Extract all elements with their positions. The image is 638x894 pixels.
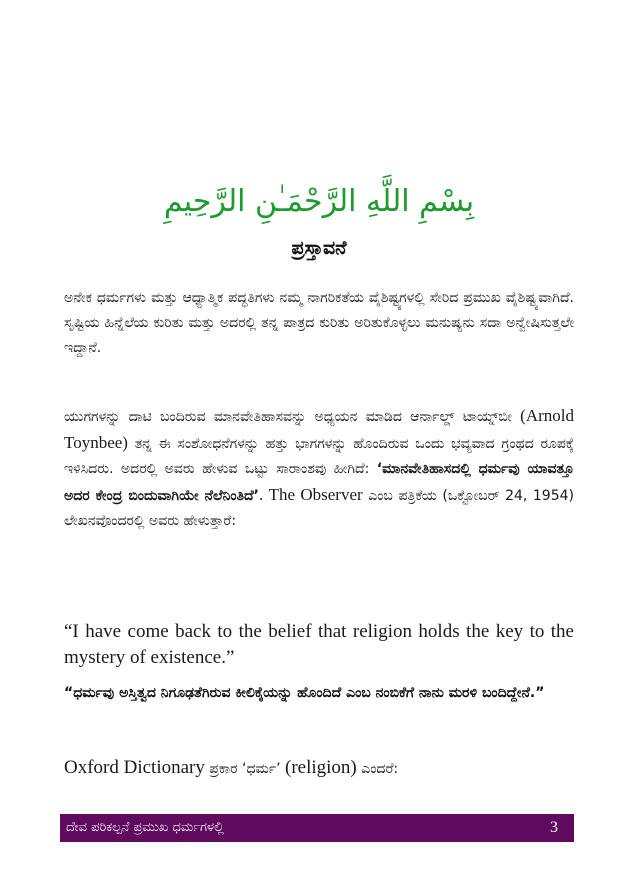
definition-source-english: Oxford Dictionary bbox=[64, 757, 205, 778]
observer-name-english: . The Observer bbox=[258, 485, 363, 504]
paragraph-intro: ಅನೇಕ ಧರ್ಮಗಳು ಮತ್ತು ಆಧ್ಯಾತ್ಮಿಕ ಪದ್ಧತಿಗಳು ನಮ್ಮ ನಾಗರಿಕತೆಯ ವೈಶಿಷ್ಟ್ಯಗಳಲ್ಲಿ ಸೇರಿದ ಪ್ರಮುಖ ವೈಶಿಷ್ಟ್ಯವಾಗಿದೆ. ಸೃಷ್ಟಿಯ ಹಿನ್ನೆಲೆಯ ಕುರಿತು ಮತ್ತು ಅದರಲ್ಲಿ ತನ್ನ ಪಾತ್ರದ ಕುರಿತು ಅರಿತುಕೊಳ್ಳಲು ಮನುಷ್ಯನು ಸದಾ ಅನ್ವೇಷಿಸುತ್ತಲೇ ಇದ್ದಾನೆ. bbox=[64, 290, 574, 356]
page-number: 3 bbox=[550, 819, 558, 836]
paragraph-toynbee bbox=[64, 403, 574, 534]
footer-title: ದೇವ ಪರಿಕಲ್ಪನೆ ಪ್ರಮುಖ ಧರ್ಮಗಳಲ್ಲಿ bbox=[66, 820, 224, 835]
toynbee-name-english: (Arnold Toynbee) bbox=[64, 406, 574, 452]
definition-term-english: (religion) bbox=[285, 757, 357, 778]
quote-english: “I have come back to the belief that religion holds the key to the mystery of existence.” bbox=[64, 621, 574, 668]
page-footer bbox=[60, 814, 574, 842]
definition-line bbox=[64, 754, 574, 783]
definition-text-1: ಪ್ರಕಾರ ‘ಧರ್ಮ’ bbox=[209, 761, 281, 777]
paragraph-toynbee-text-1: ಯುಗಗಳನ್ನು ದಾಟಿ ಬಂದಿರುವ ಮಾನವೇತಿಹಾಸವನ್ನು ಅಧ್ಯಯನ ಮಾಡಿದ ಆರ್ನಾಲ್ಡ್ ಟಾಯ್ನ್‌ಬೀ bbox=[64, 409, 512, 425]
quote-kannada: “ಧರ್ಮವು ಅಸ್ತಿತ್ವದ ನಿಗೂಢತೆಗಿರುವ ಕೀಲಿಕೈಯನ್ನು ಹೊಂದಿದೆ ಎಂಬ ನಂಬಿಕೆಗೆ ನಾನು ಮರಳಿ ಬಂದಿದ್ದೇನೆ.” bbox=[64, 685, 545, 701]
paragraph-toynbee-text-2: ತನ್ನ ಈ ಸಂಶೋಧನೆಗಳನ್ನು ಹತ್ತು ಭಾಗಗಳನ್ನು ಹೊಂದಿರುವ ಒಂದು ಭವ್ಯವಾದ ಗ್ರಂಥದ ರೂಪಕ್ಕೆ ಇಳಿಸಿದರು. ಅದರಲ್ಲಿ ಅವರು ಹೇಳುವ ಒಟ್ಟು ಸಾರಾಂಶವು ಹೀಗಿದೆ: bbox=[64, 436, 574, 477]
definition-text-2: ಎಂದರೆ: bbox=[361, 761, 399, 777]
basmala-calligraphy: بِسْمِ اللَّهِ الرَّحْمَـٰنِ الرَّحِيمِ bbox=[163, 184, 475, 219]
toynbee-summary-quote: ‘ಮಾನವೇತಿಹಾಸದಲ್ಲಿ ಧರ್ಮವು ಯಾವತ್ತೂ ಅದರ ಕೇಂದ್ರ ಬಿಂದುವಾಗಿಯೇ ನೆಲೆನಿಂತಿದೆ’ bbox=[64, 461, 574, 504]
paragraph-toynbee-text-3: ಎಂಬ ಪತ್ರಿಕೆಯ (ಒಕ್ಟೋಬರ್ 24, 1954) ಲೇಖನವೊಂದರಲ್ಲಿ ಅವರು ಹೇಳುತ್ತಾರೆ: bbox=[64, 488, 574, 529]
page-heading: ಪ್ರಸ್ತಾವನೆ bbox=[291, 237, 347, 259]
